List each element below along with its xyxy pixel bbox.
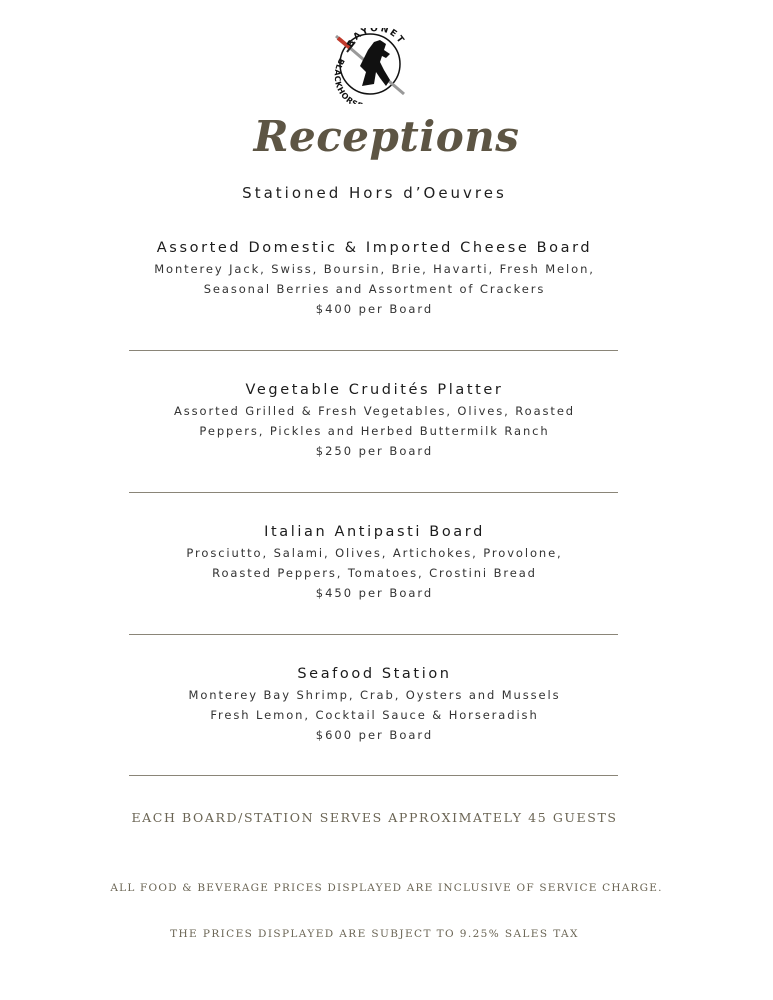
bayonet-blackhorse-logo [330,28,414,104]
menu-item-description: Monterey Jack, Swiss, Boursin, Brie, Havarti, Fresh Melon, [154,262,595,276]
menu-item-description: Assorted Grilled & Fresh Vegetables, Olives, Roasted [173,404,575,418]
menu-item-crudites [0,379,749,461]
menu-item-price: $250 per Board [315,444,434,458]
menu-item-price: $600 per Board [315,728,434,742]
menu-item-description: Peppers, Pickles and Herbed Buttermilk Ranch [199,424,550,438]
svg-text:BLACKHORSE [333,57,365,104]
menu-item-cheese-board [0,237,749,319]
divider [129,350,618,351]
service-charge-note: ALL FOOD & BEVERAGE PRICES DISPLAYED ARE INCLUSIVE OF SERVICE CHARGE. [110,882,663,894]
menu-item-name: Italian Antipasti Board [264,524,485,540]
page-title: Receptions [253,112,520,161]
divider [129,634,618,635]
serves-note: EACH BOARD/STATION SERVES APPROXIMATELY 45 GUESTS [131,810,618,825]
menu-item-name: Vegetable Crudités Platter [245,382,504,398]
tax-note: THE PRICES DISPLAYED ARE SUBJECT TO 9.25% SALES TAX [170,928,579,940]
menu-item-price: $400 per Board [315,302,434,316]
menu-item-name: Assorted Domestic & Imported Cheese Board [156,240,593,256]
menu-item-price: $450 per Board [315,586,434,600]
menu-item-description: Fresh Lemon, Cocktail Sauce & Horseradish [210,708,539,722]
page-subtitle: Stationed Hors d’Oeuvres [242,184,507,202]
divider [129,775,618,776]
menu-item-antipasti [0,521,749,603]
logo-text-bottom: BLACKHORS [332,56,360,104]
menu-item-name: Seafood Station [297,666,452,682]
menu-item-description: Monterey Bay Shrimp, Crab, Oysters and Mussels [188,688,561,702]
divider [129,492,618,493]
menu-item-description: Seasonal Berries and Assortment of Crackers [203,282,546,296]
menu-item-seafood [0,663,749,745]
logo-text-top: BAYONET [345,28,407,50]
horse-sword-icon [330,28,414,104]
menu-item-description: Roasted Peppers, Tomatoes, Crostini Bread [212,566,537,580]
menu-item-description: Prosciutto, Salami, Olives, Artichokes, Provolone, [186,546,563,560]
